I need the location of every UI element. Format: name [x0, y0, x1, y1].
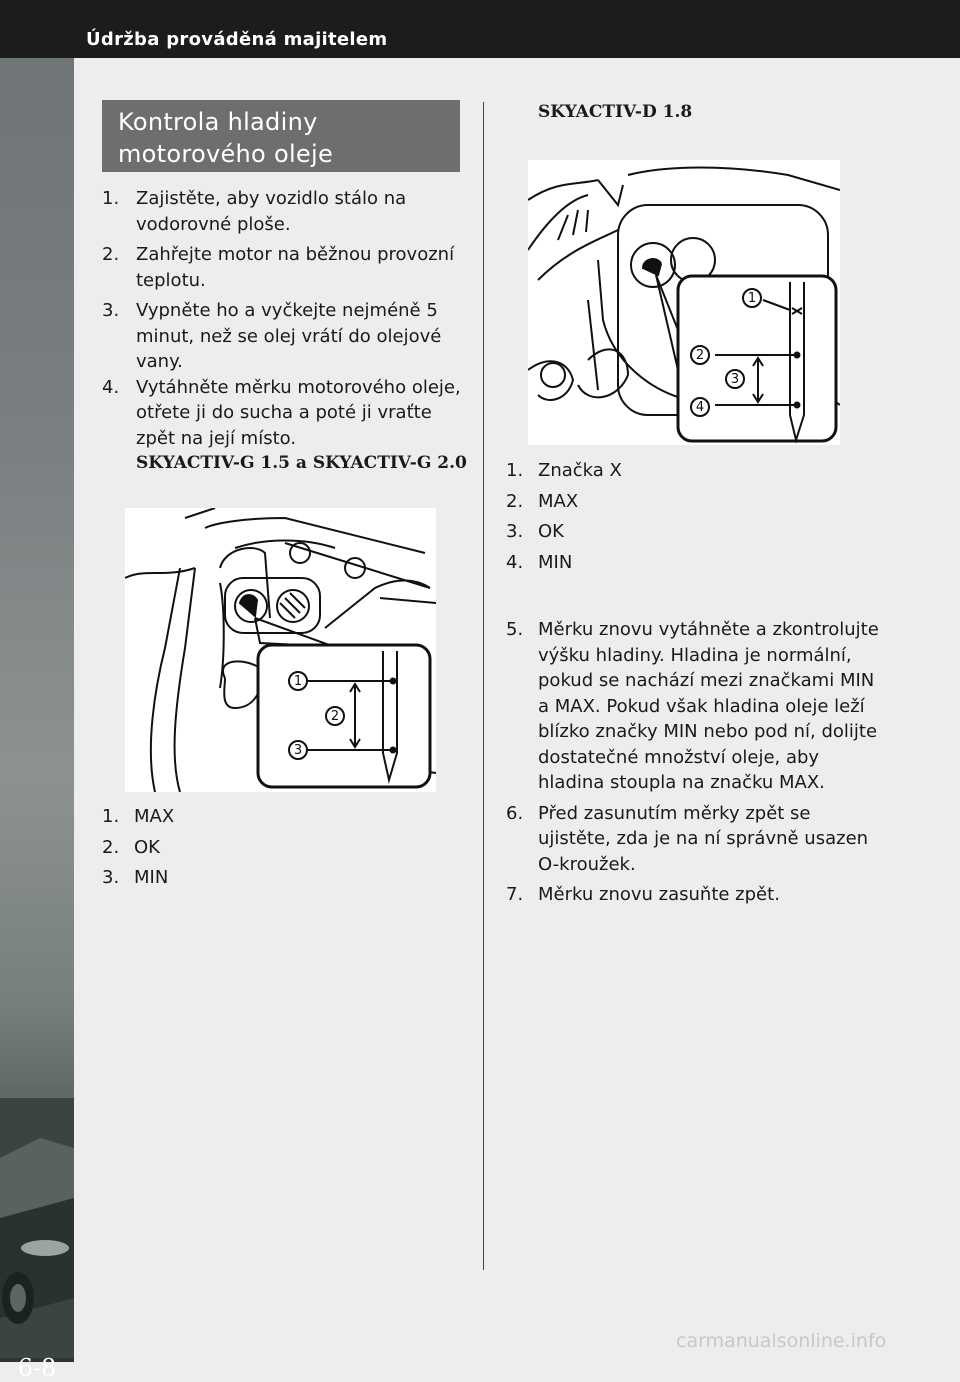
- callout-label: 2: [695, 348, 705, 363]
- header-title: Údržba prováděná majitelem: [86, 29, 388, 50]
- engine-illustration: [528, 160, 840, 445]
- figure-right-legend: [506, 456, 806, 578]
- dipstick-figure-diesel: [528, 160, 840, 445]
- sidebar-strip: [0, 58, 74, 1382]
- callout-label: 1: [293, 674, 303, 689]
- figure-left-heading: SKYACTIV-G 1.5 a SKYACTIV-G 2.0: [136, 453, 467, 473]
- callout-label: 2: [330, 709, 340, 724]
- list-item: 6. Před zasunutím měrky zpět se ujistěte, zda je na ní správně usazen O-kroužek.: [506, 802, 869, 875]
- steps-left-list: [102, 186, 472, 482]
- steps-right-list: [506, 617, 886, 913]
- list-item: 4. MIN: [506, 551, 573, 573]
- list-item: 4. Vytáhněte měrku motorového oleje, otřete ji do sucha a poté ji vraťte zpět na její místo. SKYACTIV-G 1.5 a SKYACTIV-G 2.0: [102, 375, 472, 477]
- page-number: 6-8: [17, 1354, 57, 1382]
- list-item: 5. Měrku znovu vytáhněte a zkontrolujte výšku hladiny. Hladina je normální, pokud se nachází mezi značkami MIN a MAX. Pokud však hladina oleje leží blízko značky MIN nebo pod ní, dolijte dostatečné množství oleje, aby hladina stoupla na značku MAX.: [506, 619, 879, 793]
- car-photo-image: [0, 1098, 74, 1358]
- list-item: 1. Značka X: [506, 460, 622, 481]
- list-item: 7. Měrku znovu zasuňte zpět.: [506, 884, 780, 905]
- section-heading: [102, 100, 460, 172]
- figure-right-heading: SKYACTIV-D 1.8: [538, 102, 693, 122]
- figure-left-legend: [102, 802, 402, 894]
- dipstick-figure-gasoline: [125, 508, 436, 792]
- watermark-text: carmanualsonline.info: [676, 1330, 887, 1352]
- list-item: 2. MAX: [506, 490, 579, 512]
- list-item: 3. OK: [506, 521, 564, 542]
- list-item: 1. MAX: [102, 806, 175, 827]
- header-bar: [0, 0, 960, 58]
- list-item: 1. Zajistěte, aby vozidlo stálo na vodorovné ploše.: [102, 188, 407, 235]
- callout-label: 1: [747, 291, 757, 306]
- list-item: 2. Zahřejte motor na běžnou provozní teplotu.: [102, 244, 455, 291]
- engine-illustration: [125, 508, 436, 792]
- column-divider: [483, 102, 484, 1270]
- callout-label: 4: [695, 400, 705, 415]
- callout-label: 3: [730, 372, 740, 387]
- list-item: 2. OK: [102, 836, 160, 858]
- section-title: Kontrola hladiny motorového oleje: [118, 108, 334, 168]
- callout-label: 3: [293, 743, 303, 758]
- list-item: 3. MIN: [102, 867, 169, 888]
- list-item: 3. Vypněte ho a vyčkejte nejméně 5 minut, než se olej vrátí do olejové vany.: [102, 300, 442, 372]
